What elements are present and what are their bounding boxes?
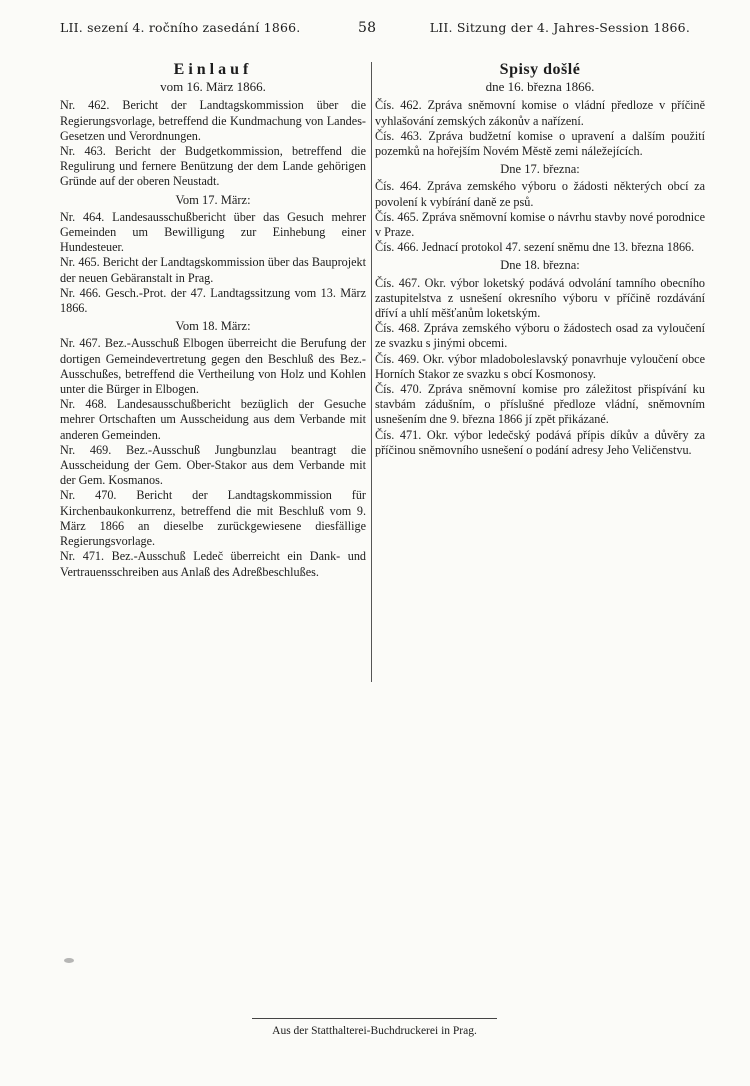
page-number: 58 xyxy=(358,20,377,36)
entry-text: Okr. výbor mladoboleslavský ponavrhuje vyloučení obce Horních Stakor ze svazku s obcí Kosmonosy. xyxy=(375,351,705,381)
czech-subtitle: dne 16. března 1866. xyxy=(485,79,595,95)
entry-text: Bericht der Landtagskommission für Kirchenbaukonkurrenz, betreffend die mit Beschluß vom 9. März 1866 an dieselbe zurückgewiesene diesfällige Regierungsvorlage. xyxy=(60,488,366,549)
entry-text: Landesausschußbericht bezüglich der Gesuche mehrer Ortschaften um Ausscheidung aus dem Verbande mit anderen Gemeinden. xyxy=(60,397,367,442)
entry-text: Jednací protokol 47. sezení sněmu dne 13. března 1866. xyxy=(421,240,695,255)
czech-entries-18 xyxy=(375,276,705,458)
header-left: LII. sezení 4. ročního zasedání 1866. xyxy=(60,20,301,35)
entry-text: Zpráva sněmovní komise pro záležitost přispívání ku stavbám zádušním, o příslušné předloze vládní, sněmovním usnešením dne 9. března 1866 jí zpět přikázané. xyxy=(375,382,705,427)
entry-item xyxy=(60,210,366,256)
entry-item xyxy=(375,210,705,240)
entry-number: Čís. 464. xyxy=(375,179,422,194)
entry-item xyxy=(375,382,705,428)
entry-number: Čís. 467. xyxy=(375,275,421,290)
entry-number: Nr. 463. xyxy=(60,144,106,159)
entry-text: Zpráva sněmovní komise o vládní předloze v příčině vyhlašování zemských zákonův a nařízení. xyxy=(375,98,706,128)
header-right: LII. Sitzung der 4. Jahres-Session 1866. xyxy=(429,20,690,35)
entry-text: Zpráva zemského výboru o žádostech osad za vyloučení ze svazku s jinými obcemi. xyxy=(375,321,706,351)
entry-item xyxy=(60,488,366,549)
german-entries-17 xyxy=(60,210,366,316)
entry-item xyxy=(375,321,705,351)
czech-entries-16 xyxy=(375,98,705,159)
entry-item xyxy=(375,98,705,128)
entry-item xyxy=(60,336,366,397)
german-subtitle: vom 16. März 1866. xyxy=(160,79,266,95)
entry-text: Bericht der Landtagskommission über die Regierungsvorlage, betreffend die Kundmachung von Landes-Gesetzen und Verordnungen. xyxy=(60,98,367,143)
entry-text: Bez.-Ausschuß Ledeč überreicht ein Dank- und Vertrauensschreiben aus Anlaß des Adreßbeschlußes. xyxy=(60,549,367,579)
entry-number: Nr. 466. xyxy=(60,285,101,300)
german-title: Einlauf xyxy=(173,61,253,78)
entry-item xyxy=(60,98,366,144)
entry-number: Nr. 467. xyxy=(60,336,101,351)
entry-item xyxy=(60,443,366,489)
entry-number: Nr. 470. xyxy=(60,488,117,503)
page-header xyxy=(60,20,690,42)
czech-day-18: Dne 18. března: xyxy=(500,258,580,273)
german-day-17: Vom 17. März: xyxy=(175,192,251,207)
entry-item xyxy=(60,397,366,443)
entry-number: Čís. 466. xyxy=(375,240,419,255)
entry-number: Čís. 468. xyxy=(375,321,420,336)
ink-smudge xyxy=(64,958,74,963)
german-day-18: Vom 18. März: xyxy=(175,319,251,334)
entry-number: Nr. 471. xyxy=(60,549,105,564)
entry-text: Bericht der Landtagskommission über das Bauprojekt der neuen Gebäranstalt in Prag. xyxy=(60,255,367,285)
entry-item xyxy=(375,129,705,159)
german-column xyxy=(60,60,366,580)
entry-item xyxy=(375,179,705,209)
entry-text: Zpráva budžetní komise o upravení a dalším použití pozemků na hořejším Novém Městě zemi náležejících. xyxy=(375,128,706,159)
entry-text: Zpráva zemského výboru o žádosti některých obcí za povolení k vybírání daně ze psů. xyxy=(375,179,706,209)
entry-text: Bez.-Ausschuß Elbogen überreicht die Berufung der dortigen Gemeindevertretung gegen den Beschluß des Bez.-Ausschußes, betreffend die Vertheilung von Holz und Kohlen unter die Bürger in Elbogen. xyxy=(60,336,367,397)
entry-text: Okr. výbor loketský podává odvolání tamního obecního zastupitelstva z usnešení okresního výboru v příčině rozdávání dříví a uhlí měšťanům loketským. xyxy=(375,275,706,321)
entry-text: Bez.-Ausschuß Jungbunzlau beantragt die Ausscheidung der Gem. Ober-Stakor aus dem Verbande mit der Gem. Kosmanos. xyxy=(60,442,367,488)
german-entries-16 xyxy=(60,98,366,189)
entry-number: Čís. 471. xyxy=(375,427,422,442)
entry-text: Landesausschußbericht über das Gesuch mehrer Gemeinden um Bewilligung zur Einhebung einer Hundesteuer. xyxy=(60,209,367,255)
entry-item xyxy=(60,255,366,285)
column-divider xyxy=(371,62,372,682)
entry-number: Čís. 463. xyxy=(375,128,422,143)
entry-number: Nr. 465. xyxy=(60,255,100,270)
entry-item xyxy=(375,428,705,458)
entry-item xyxy=(375,240,705,255)
entry-text: Bericht der Budgetkommission, betreffend die Regulirung und fernere Benützung der dem Lande gehörigen Gründe auf der oberen Neustadt. xyxy=(60,144,366,189)
entry-text: Zpráva sněmovní komise o návrhu stavby nové porodnice v Praze. xyxy=(375,209,706,240)
entry-item xyxy=(60,286,366,316)
entry-text: Okr. výbor ledečský podává přípis díkův a důvěry za příčinou sněmovního usnešení o podání adresy Jeho Veličenstvu. xyxy=(375,427,706,457)
entry-text: Gesch.-Prot. der 47. Landtagssitzung vom 13. März 1866. xyxy=(60,285,367,316)
entry-item xyxy=(375,276,705,322)
entry-number: Nr. 468. xyxy=(60,397,107,412)
entry-number: Čís. 470. xyxy=(375,382,422,397)
entry-number: Čís. 462. xyxy=(375,98,422,113)
printer-imprint: Aus der Statthalterei-Buchdruckerei in Prag. xyxy=(252,1018,497,1037)
german-entries-18 xyxy=(60,336,366,579)
entry-number: Čís. 469. xyxy=(375,351,420,366)
czech-column xyxy=(375,60,705,458)
entry-item xyxy=(60,144,366,190)
czech-title: Spisy došlé xyxy=(499,61,581,78)
czech-entries-17 xyxy=(375,179,705,255)
entry-item xyxy=(60,549,366,579)
entry-item xyxy=(375,352,705,382)
entry-number: Čís. 465. xyxy=(375,209,419,224)
czech-day-17: Dne 17. března: xyxy=(500,162,580,177)
entry-number: Nr. 462. xyxy=(60,98,110,113)
entry-number: Nr. 464. xyxy=(60,209,105,224)
entry-number: Nr. 469. xyxy=(60,442,112,457)
